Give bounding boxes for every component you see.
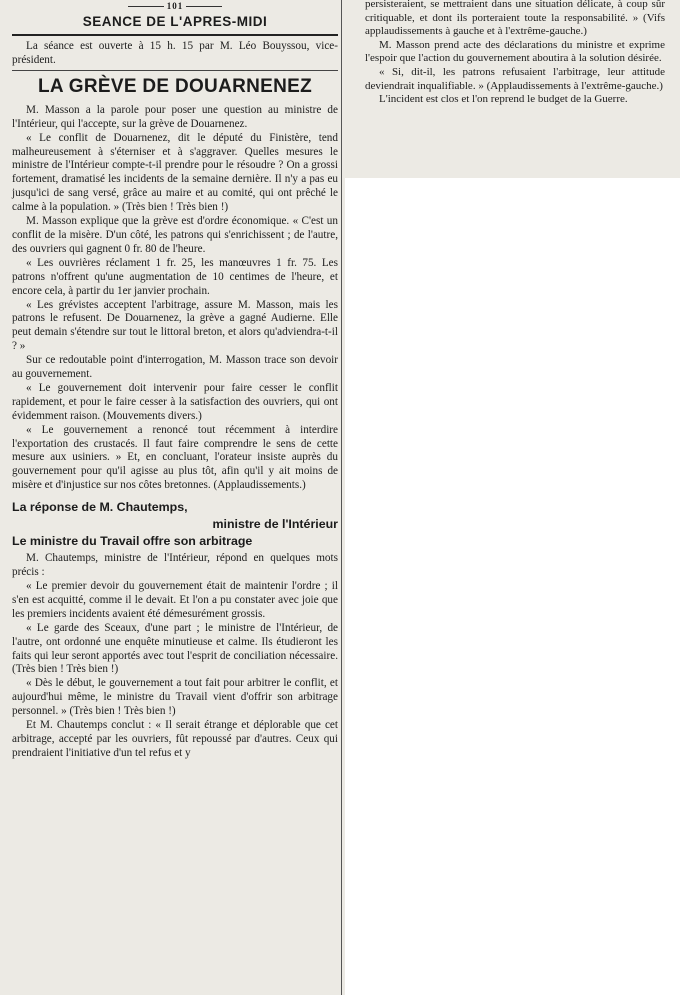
section-rule (12, 34, 338, 36)
article-paragraph: « Le premier devoir du gouvernement était de maintenir l'ordre ; il s'en est acquitté, comme il le devait. Et l'on a pu constater avec joie que les premiers incidents avaient été démesurément grossis. (12, 580, 338, 620)
article-paragraph: M. Chautemps, ministre de l'Intérieur, répond en quelques mots précis : (12, 552, 338, 579)
subhead-reponse: La réponse de M. Chautemps, (12, 500, 188, 515)
left-column-content (12, 0, 338, 761)
section-title: SEANCE DE L'APRES-MIDI (82, 14, 268, 29)
article-paragraph: « Le gouvernement a renoncé tout récemment à interdire l'exportation des crustacés. Il faut faire comprendre le sens de cette mesure aux usiniers. » Et, en concluant, l'orateur insiste auprès du gouvernement pour qu'il agisse au plus tôt, afin qu'il y ait moins de misère et d'injustice sur nos côtes bretonnes. (Applaudissements.) (12, 423, 338, 492)
column-divider (341, 0, 342, 995)
article-paragraph: M. Masson a la parole pour poser une question au ministre de l'Intérieur, qui l'accepte, sur la grève de Douarnenez. (12, 103, 338, 130)
article-paragraph: Et M. Chautemps conclut : « Il serait étrange et déplorable que cet arbitrage, accepté par les ouvriers, fût repoussé par d'autres. Ceux qui prendraient l'initiative d'un tel refus et y (12, 719, 338, 759)
article-paragraph: « Si, dit-il, les patrons refusaient l'arbitrage, leur attitude deviendrait inqualifiable. » (Applaudissements à l'extrême-gauche.) (365, 65, 665, 92)
article-paragraph: « Dès le début, le gouvernement a tout fait pour arbitrer le conflit, et aujourd'hui même, le ministre du Travail vient d'offrir son arbitrage personnel. » (Très bien ! Très bien !) (12, 677, 338, 718)
article-paragraph: « Les grévistes acceptent l'arbitrage, assure M. Masson, mais les patrons le refusent. De Douarnenez, la grève a gagné Audierne. Elle peut demain s'étendre sur tout le littoral breton, et alors qu'adviendra-t-il ? » (12, 298, 338, 353)
article-paragraph: « Le conflit de Douarnenez, dit le député du Finistère, tend malheureusement à s'éterniser et à s'aggraver. Quelles mesures le ministre de l'Intérieur compte-t-il prendre pour le résoudre ? On a grossi fortement, dramatisé les incidents de la semaine dernière. Il n'y a pas eu jusqu'ici de sang versé, grâce au maire et au comité, qui ont prêché le calme à la population. » (Très bien ! Très bien !) (12, 131, 338, 214)
title-rule (12, 70, 338, 71)
article-paragraph: « Le gouvernement doit intervenir pour faire cesser le conflit rapidement, et pour le faire cesser à la satisfaction des ouvriers, qui ont évidemment raison. (Mouvements divers.) (12, 381, 338, 422)
article-paragraph: persisteraient, se mettraient dans une situation délicate, à coup sûr critiquable, et dont ils porteraient toute la responsabilité. » (Vifs applaudissements à gauche et à l'extrême-gauche.) (365, 0, 665, 38)
subhead-arbitrage: Le ministre du Travail offre son arbitrage (12, 534, 253, 549)
right-column-content (365, 0, 665, 107)
subhead-ministre: ministre de l'Intérieur (212, 517, 338, 532)
article-paragraph: « Les ouvrières réclament 1 fr. 25, les manœuvres 1 fr. 75. Les patrons n'offrent qu'une augmentation de 10 centimes de l'heure, et encore cela, à partir du 1er janvier prochain. (12, 256, 338, 297)
article-paragraph: Sur ce redoutable point d'interrogation, M. Masson trace son devoir au gouvernement. (12, 354, 338, 381)
article-paragraph: M. Masson prend acte des déclarations du ministre et exprime l'espoir que l'action du gouvernement aboutira à la solution désirée. (365, 38, 665, 65)
opening-paragraph: La séance est ouverte à 15 h. 15 par M. Léo Bouyssou, vice-président. (12, 40, 338, 66)
right-column (345, 0, 680, 178)
article-paragraph: L'incident est clos et l'on reprend le budget de la Guerre. (379, 93, 628, 106)
article-paragraph: « Le garde des Sceaux, d'une part ; le ministre de l'Intérieur, de l'autre, ont ordonné une enquête minutieuse et calme. Ils étudieront les faits qui leur seront apportés avec tout l'esprit de conciliation nécessaire. (Très bien ! Très bien !) (12, 621, 338, 676)
article-title: LA GRÈVE DE DOUARNENEZ (37, 75, 313, 97)
header-ornament: 101 (12, 2, 338, 10)
article-paragraph: M. Masson explique que la grève est d'ordre économique. « C'est un conflit de la misère. D'un côté, les patrons qui s'enrichissent ; de l'autre, des ouvriers qui gagnent 0 fr. 80 de l'heure. (12, 215, 338, 255)
